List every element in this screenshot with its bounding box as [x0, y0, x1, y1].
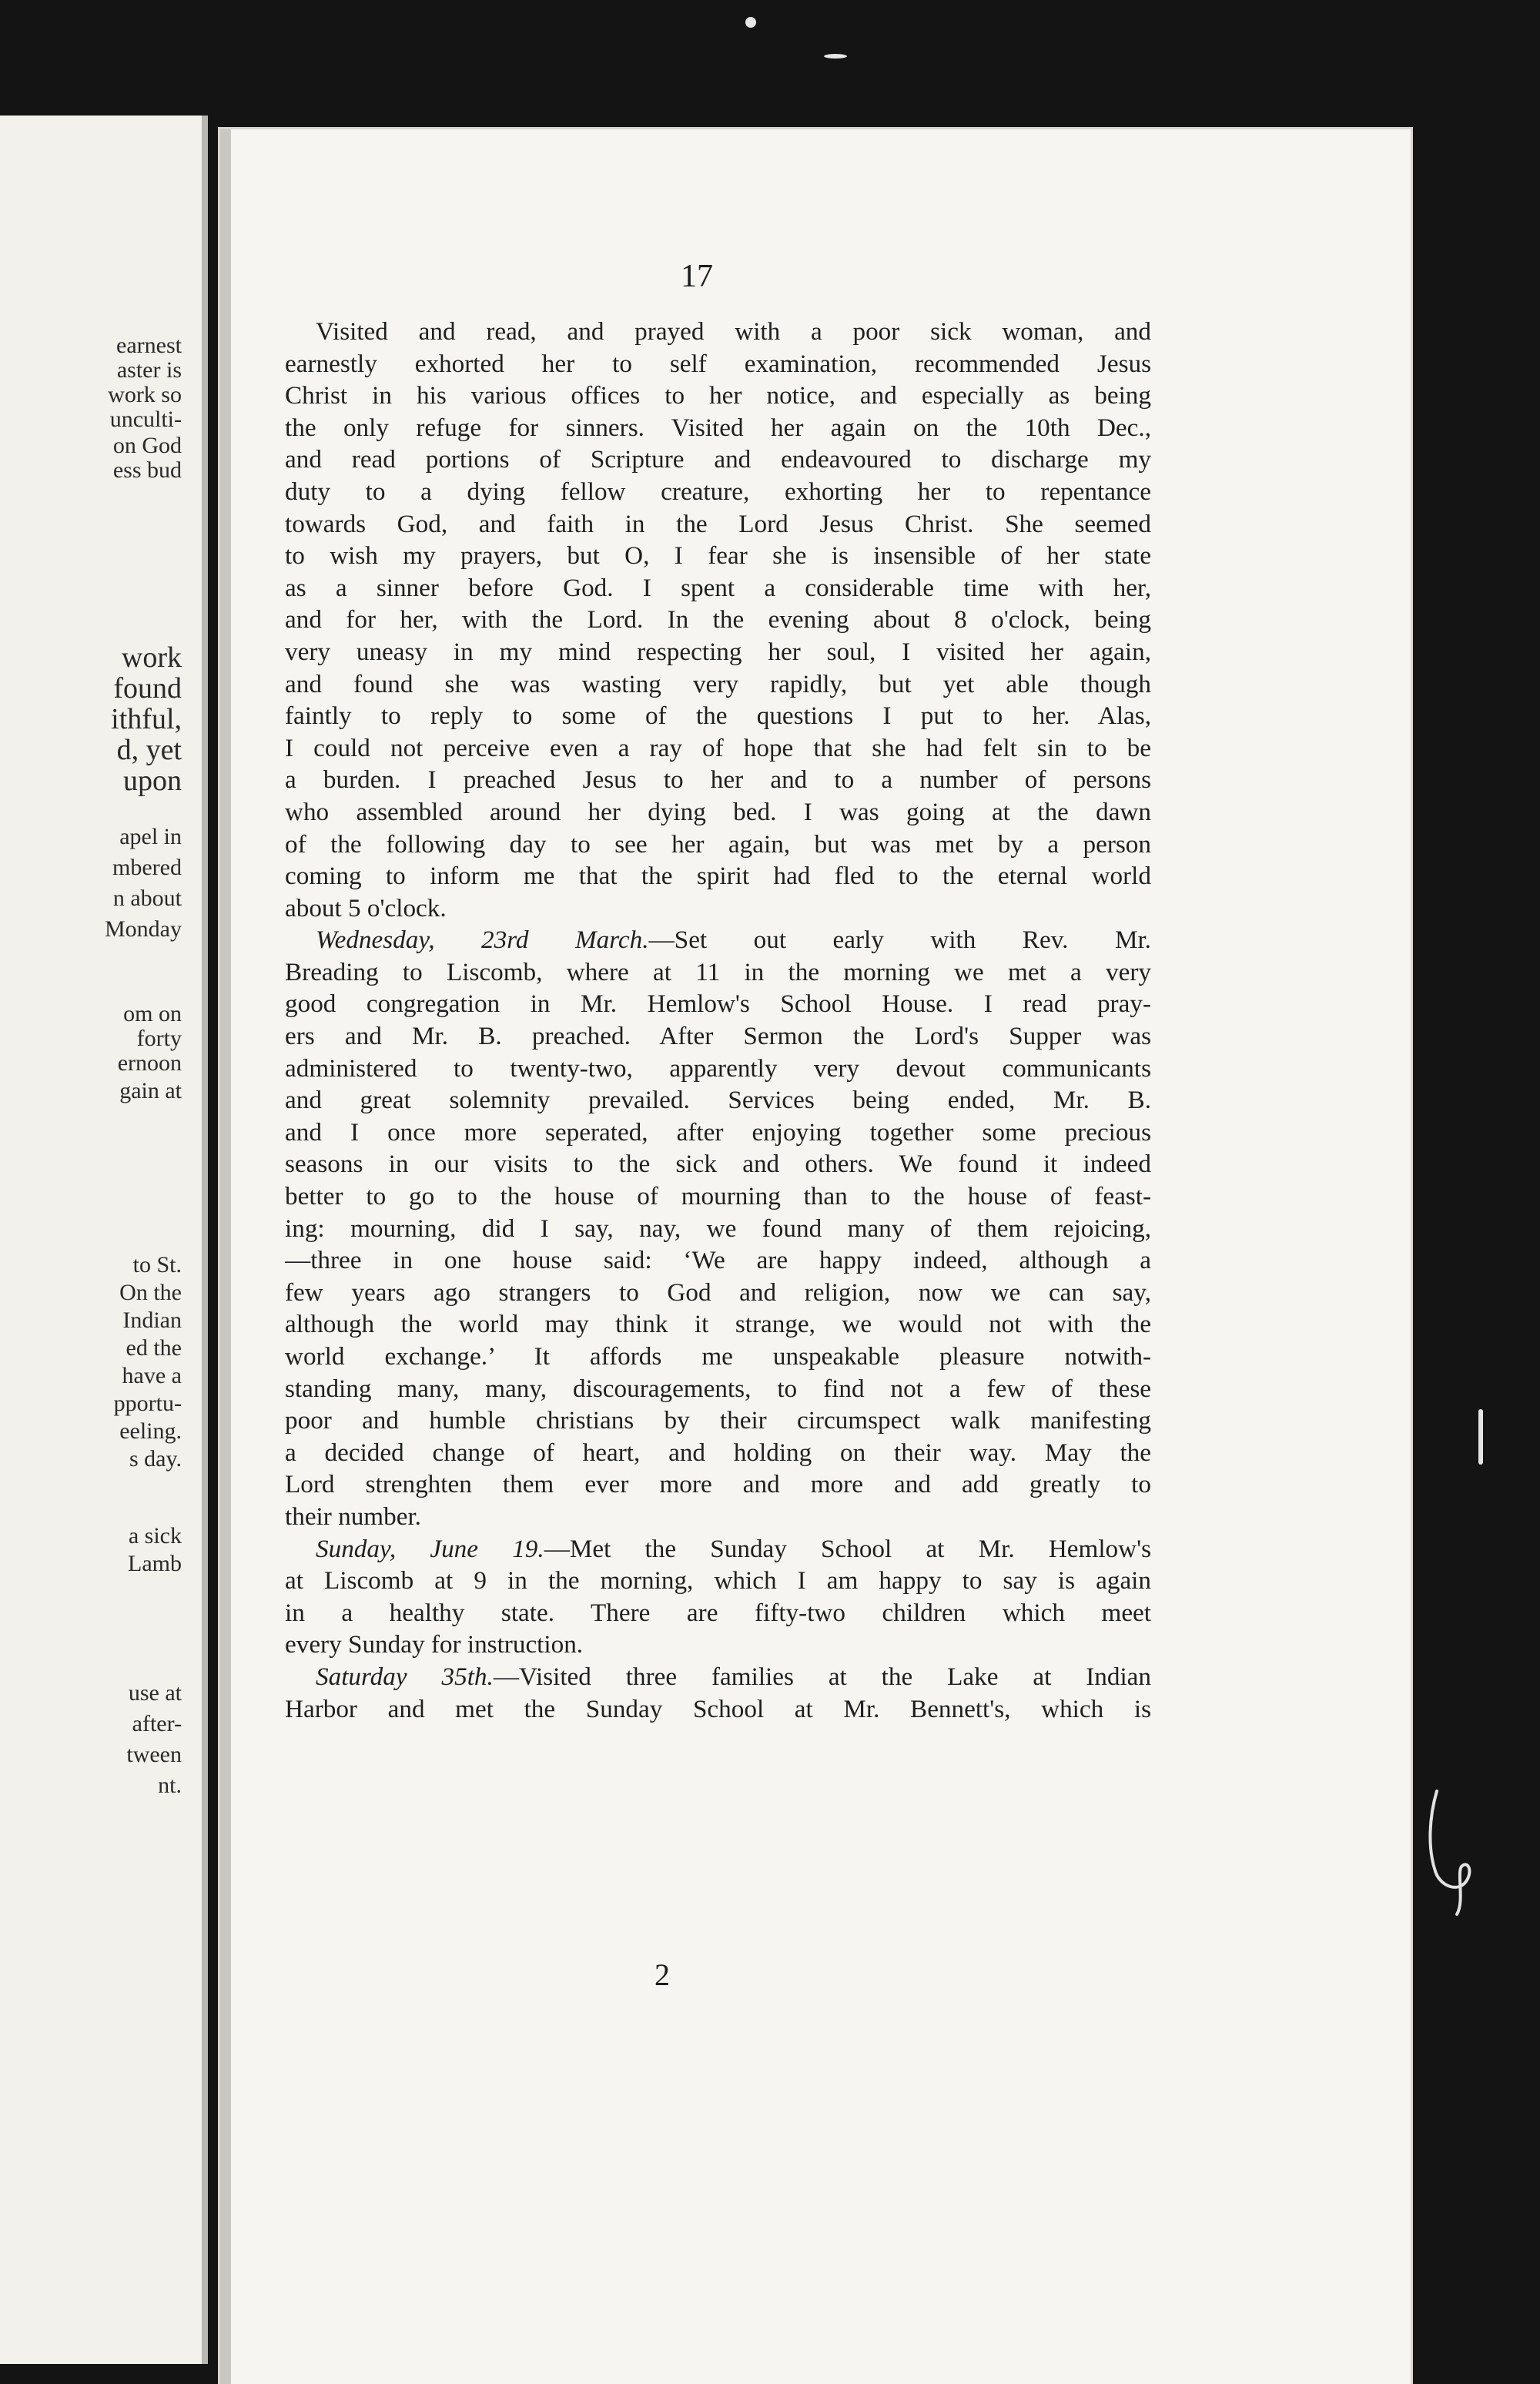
left-page-line: Monday	[105, 916, 182, 942]
left-page-line: work so	[108, 382, 182, 407]
left-page-line: d, yet	[116, 734, 182, 766]
italic-date: Sunday, June 19.	[316, 1534, 544, 1563]
page-body-text	[285, 316, 1151, 1725]
body-text-line: faintly to reply to some of the questions I put to her. Alas,	[285, 701, 1151, 731]
body-text-line: better to go to the house of mourning than to the house of feast-	[285, 1182, 1151, 1211]
body-text-line: earnestly exhorted her to self examination, recommended Jesus	[285, 349, 1151, 378]
body-text-line: seasons in our visits to the sick and others. We found it indeed	[285, 1150, 1151, 1179]
body-text-line: a decided change of heart, and holding on their way. May the	[285, 1438, 1151, 1467]
body-text-line: good congregation in Mr. Hemlow's School House. I read pray-	[285, 989, 1151, 1019]
body-text-line: duty to a dying fellow creature, exhorting her to repentance	[285, 477, 1151, 506]
body-text-line: few years ago strangers to God and religion, now we can say,	[285, 1277, 1151, 1307]
body-text-line: Sunday, June 19.—Met the Sunday School at Mr. Hemlow's	[316, 1534, 1151, 1563]
body-text-line: Saturday 35th.—Visited three families at the Lake at Indian	[316, 1662, 1151, 1691]
left-page-line: after-	[132, 1711, 182, 1736]
left-page-line: ed the	[126, 1335, 182, 1361]
body-text-line: as a sinner before God. I spent a considerable time with her,	[285, 573, 1151, 602]
left-page-line: Indian	[122, 1308, 182, 1333]
left-page-line: mbered	[112, 855, 182, 880]
left-page-line: earnest	[116, 333, 182, 358]
body-text-line: Harbor and met the Sunday School at Mr. Bennett's, which is	[285, 1694, 1151, 1723]
body-text-line: Wednesday, 23rd March.—Set out early with Rev. Mr.	[316, 926, 1151, 955]
body-text-line: Visited and read, and prayed with a poor sick woman, and	[316, 317, 1151, 346]
left-page-line: om on	[123, 1001, 182, 1026]
left-page-line: unculti-	[109, 407, 182, 432]
left-page-line: gain at	[119, 1078, 182, 1103]
body-text-line: at Liscomb at 9 in the morning, which I am happy to say is again	[285, 1566, 1151, 1595]
left-page-line: pportu-	[113, 1391, 182, 1416]
left-page-line: s day.	[129, 1446, 182, 1472]
italic-date: Saturday 35th.	[316, 1662, 494, 1691]
left-page-line: ess bud	[112, 457, 182, 483]
left-page-line: to St.	[132, 1252, 182, 1277]
dust-speck	[824, 54, 847, 59]
left-page-line: work	[121, 641, 182, 674]
left-page-line: On the	[119, 1280, 182, 1305]
page-number: 17	[681, 259, 713, 294]
left-page-line: n about	[112, 886, 182, 911]
body-text-line: in a healthy state. There are fifty-two children which meet	[285, 1598, 1151, 1627]
margin-mark	[1478, 1409, 1483, 1465]
body-text-line: and for her, with the Lord. In the evening about 8 o'clock, being	[285, 605, 1151, 635]
body-text-line: Lord strenghten them ever more and more and add greatly to	[285, 1470, 1151, 1499]
body-text-line: the only refuge for sinners. Visited her again on the 10th Dec.,	[285, 413, 1151, 442]
body-text-line: although the world may think it strange, we would not with the	[285, 1310, 1151, 1339]
body-text-line: and I once more seperated, after enjoying together some precious	[285, 1117, 1151, 1147]
body-text-line: Christ in his various offices to her notice, and especially as being	[285, 381, 1151, 410]
body-text-line: every Sunday for instruction.	[285, 1630, 584, 1659]
body-text-line: and found she was wasting very rapidly, but yet able though	[285, 669, 1151, 698]
previous-page-fragment	[0, 116, 208, 2364]
body-text-line: of the following day to see her again, but was met by a person	[285, 829, 1151, 859]
body-text-line: a burden. I preached Jesus to her and to a number of persons	[285, 765, 1151, 795]
body-text-line: about 5 o'clock.	[285, 893, 447, 922]
body-text-line: —three in one house said: ‘We are happy indeed, although a	[285, 1246, 1151, 1275]
body-text-line: ing: mourning, did I say, nay, we found many of them rejoicing,	[285, 1214, 1151, 1243]
body-text-line: who assembled around her dying bed. I was going at the dawn	[285, 797, 1151, 826]
body-text-line: Breading to Liscomb, where at 11 in the morning we met a very	[285, 957, 1151, 986]
body-text-line: very uneasy in my mind respecting her soul, I visited her again,	[285, 637, 1151, 666]
body-text-line: administered to twenty-two, apparently very devout communicants	[285, 1053, 1151, 1083]
left-page-line: ithful,	[111, 703, 182, 735]
body-text-line: and great solemnity prevailed. Services being ended, Mr. B.	[285, 1086, 1151, 1115]
left-page-line: found	[113, 672, 182, 705]
body-text-line: poor and humble christians by their circumspect walk manifesting	[285, 1406, 1151, 1435]
left-page-line: tween	[126, 1742, 182, 1767]
left-page-line: nt.	[158, 1773, 182, 1798]
left-page-line: aster is	[116, 357, 182, 383]
body-text-line: world exchange.’ It affords me unspeakable pleasure notwith-	[285, 1342, 1151, 1371]
left-page-line: apel in	[119, 824, 182, 849]
left-page-line: forty	[136, 1026, 182, 1051]
left-page-line: have a	[122, 1363, 182, 1388]
body-text-line: towards God, and faith in the Lord Jesus Christ. She seemed	[285, 509, 1151, 538]
dust-speck	[745, 17, 756, 28]
italic-date: Wednesday, 23rd March.	[316, 926, 649, 955]
body-text-line: standing many, many, discouragements, to find not a few of these	[285, 1374, 1151, 1403]
body-text-line: ers and Mr. B. preached. After Sermon the Lord's Supper was	[285, 1022, 1151, 1051]
signature-mark: 2	[654, 1957, 670, 1992]
body-text-line: to wish my prayers, but O, I fear she is insensible of her state	[285, 541, 1151, 571]
left-page-line: use at	[128, 1680, 182, 1706]
body-text-line: I could not perceive even a ray of hope that she had felt sin to be	[285, 733, 1151, 762]
margin-pencil-mark	[1414, 1786, 1483, 1917]
body-text-line: coming to inform me that the spirit had fled to the eternal world	[285, 862, 1151, 891]
left-page-line: a sick	[128, 1523, 182, 1549]
left-page-line: Lamb	[128, 1551, 182, 1576]
left-page-line: eeling.	[119, 1418, 182, 1444]
body-text-line: and read portions of Scripture and endeavoured to discharge my	[285, 445, 1151, 474]
left-page-line: upon	[123, 765, 182, 797]
left-page-line: on God	[112, 433, 182, 458]
left-page-line: ernoon	[117, 1050, 182, 1076]
body-text-line: their number.	[285, 1502, 421, 1531]
